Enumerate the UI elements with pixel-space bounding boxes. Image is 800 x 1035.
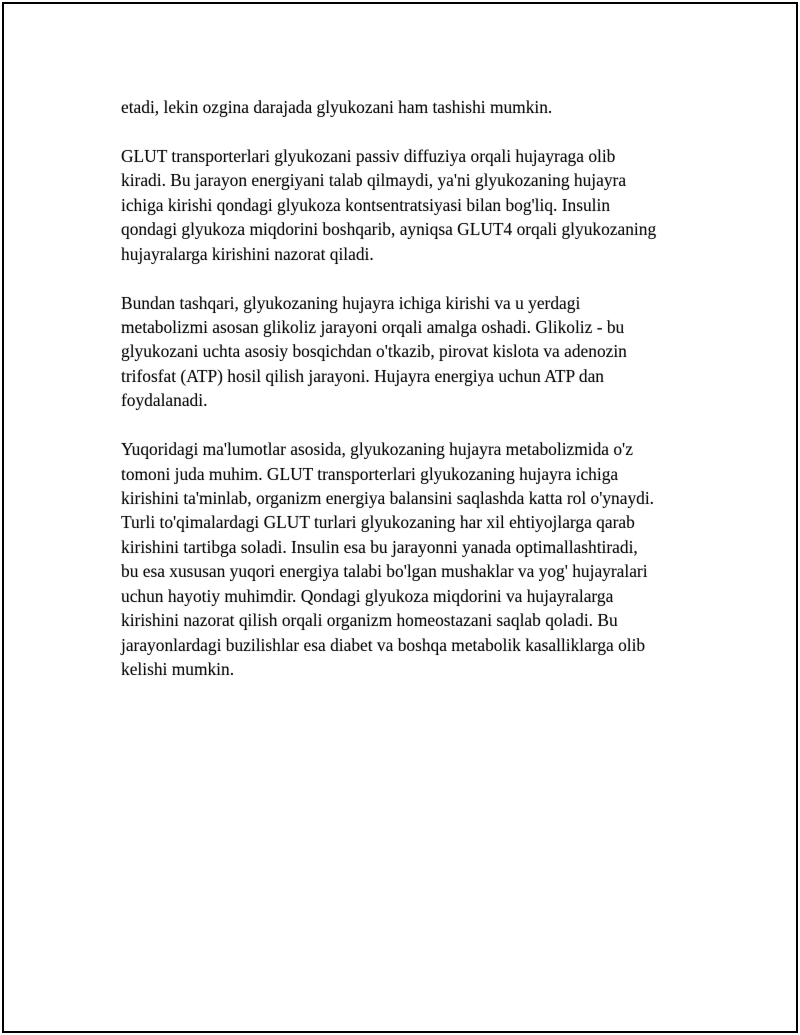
document-page [2, 2, 798, 1033]
document-body [121, 95, 696, 706]
paragraph-conclusion: Yuqoridagi ma'lumotlar asosida, glyukozaning hujayra metabolizmida o'z tomoni juda muhim. GLUT transporterlari glyukozaning hujayra ichiga kirishini ta'minlab, organizm energiya balansini saqlashda katta rol o'ynaydi. Turli to'qimalardagi GLUT turlari glyukozaning har xil ehtiyojlarga qarab kirishini tartibga soladi. Insulin esa bu jarayonni yanada optimallashtiradi, bu esa xususan yuqori energiya talabi bo'lgan mushaklar va yog' hujayralari uchun hayotiy muhimdir. Qondagi glyukoza miqdorini va hujayralarga kirishini nazorat qilish orqali organizm homeostazani saqlab qoladi. Bu jarayonlardagi buzilishlar esa diabet va boshqa metabolik kasalliklarga olib kelishi mumkin. [121, 439, 655, 679]
paragraph-continuation: etadi, lekin ozgina darajada glyukozani ham tashishi mumkin. [121, 97, 553, 117]
paragraph-glut-transport: GLUT transporterlari glyukozani passiv diffuziya orqali hujayraga olib kiradi. Bu jarayon energiyani talab qilmaydi, ya'ni glyukozaning hujayra ichiga kirishi qondagi glyukoza kontsentratsiyasi bilan bog'liq. Insulin qondagi glyukoza miqdorini boshqarib, ayniqsa GLUT4 orqali glyukozaning hujayralarga kirishini nazorat qiladi. [121, 146, 657, 264]
paragraph-glycolysis: Bundan tashqari, glyukozaning hujayra ichiga kirishi va u yerdagi metabolizmi asosan glikoliz jarayoni orqali amalga oshadi. Glikoliz - bu glyukozani uchta asosiy bosqichdan o'tkazib, pirovat kislota va adenozin trifosfat (ATP) hosil qilish jarayoni. Hujayra energiya uchun ATP dan foydalanadi. [121, 292, 627, 411]
